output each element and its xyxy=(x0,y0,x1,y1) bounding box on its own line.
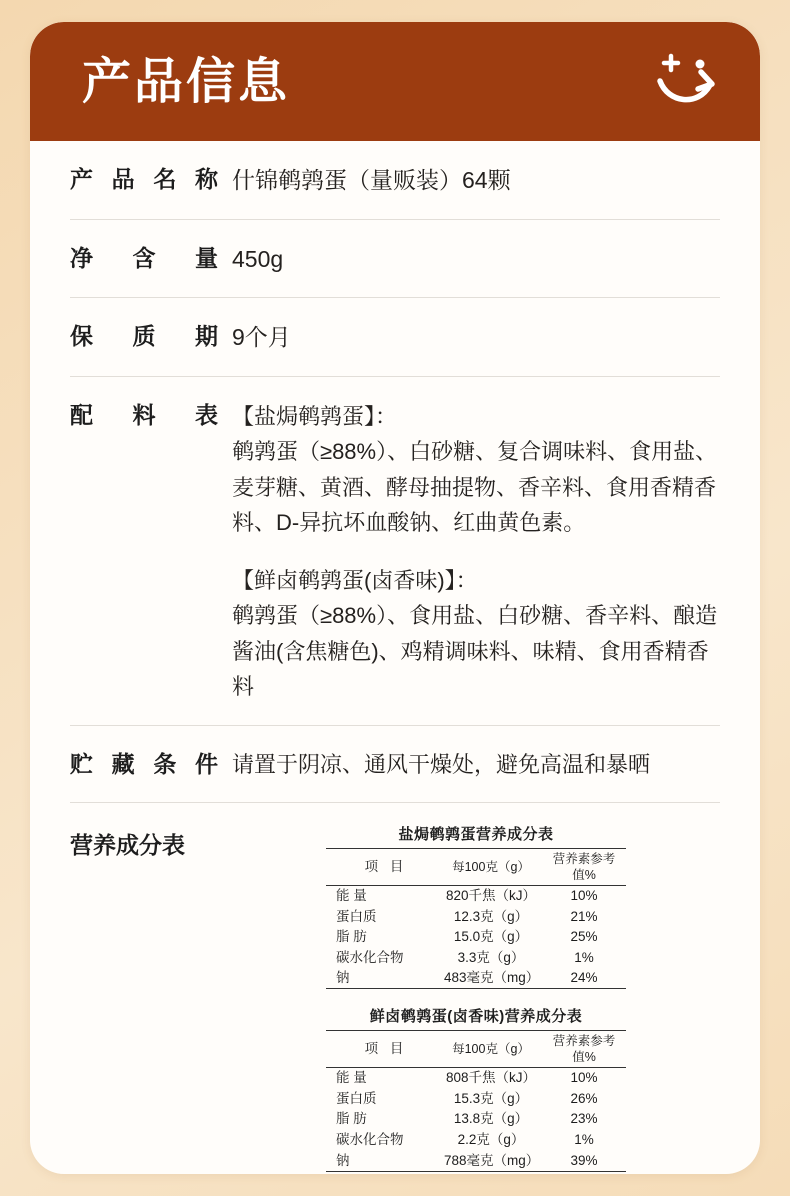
cell-nrv: 23% xyxy=(570,1111,598,1127)
table-row xyxy=(326,1150,626,1171)
label-net-weight: 净含量 xyxy=(70,244,218,271)
cell-per100g: 808千焦（kJ） xyxy=(445,1070,537,1086)
cell-nrv: 1% xyxy=(574,1132,594,1148)
ingredient-block-2 xyxy=(232,563,720,705)
cell-per100g: 788毫克（mg） xyxy=(440,1150,542,1171)
table-header-row xyxy=(326,849,626,886)
cell-item: 蛋白质 xyxy=(336,908,377,924)
label-nutrition: 营养成分表 xyxy=(70,832,185,859)
cell-nrv: 1% xyxy=(574,949,594,965)
th-item: 项 目 xyxy=(326,1031,440,1068)
table-row xyxy=(326,968,626,989)
row-net-weight xyxy=(70,220,720,299)
label-shelf-life: 保质期 xyxy=(70,323,218,350)
cell-item: 碳水化合物 xyxy=(336,1132,404,1148)
value-ingredients xyxy=(232,399,720,705)
th-nrv: 营养素参考值% xyxy=(542,1031,626,1068)
row-storage xyxy=(70,726,720,803)
ingredient-heading-1: 【盐焗鹌鹑蛋】： xyxy=(232,403,398,429)
ingredient-block-1 xyxy=(232,399,720,541)
ingredient-text-2: 鹌鹑蛋（≥88%）、食用盐、白砂糖、香辛料、酿造酱油(含焦糖色)、鸡精调味料、味精、食用香精香料 xyxy=(232,603,718,700)
table-row xyxy=(326,906,626,927)
cell-nrv: 10% xyxy=(570,1070,598,1086)
table-row xyxy=(326,1088,626,1109)
value-shelf-life: 9个月 xyxy=(232,324,291,351)
table-row xyxy=(326,885,626,906)
cell-item: 蛋白质 xyxy=(336,1090,377,1106)
label-product-name: 产品名称 xyxy=(70,166,218,192)
cell-nrv: 10% xyxy=(570,888,598,904)
table-row xyxy=(326,1067,626,1088)
cell-item: 碳水化合物 xyxy=(336,949,404,965)
cell-per100g: 483毫克（mg） xyxy=(440,968,542,989)
cell-item: 脂 肪 xyxy=(336,1111,367,1127)
cell-nrv: 21% xyxy=(570,908,598,924)
cell-per100g: 820千焦（kJ） xyxy=(445,888,537,904)
th-per100g: 每100克（g） xyxy=(440,849,542,886)
nutrition-table-1-title: 盐焗鹌鹑蛋营养成分表 xyxy=(398,826,554,844)
label-ingredients: 配料表 xyxy=(70,401,218,428)
row-product-name xyxy=(70,141,720,220)
info-table xyxy=(30,141,760,1174)
th-item: 项 目 xyxy=(326,849,440,886)
cell-item: 能 量 xyxy=(336,1070,367,1086)
card-header xyxy=(30,22,760,141)
th-per100g: 每100克（g） xyxy=(440,1031,542,1068)
nutrition-table-2 xyxy=(326,1005,626,1171)
cell-per100g: 12.3克（g） xyxy=(453,908,529,924)
product-info-card xyxy=(30,22,760,1174)
cell-item: 能 量 xyxy=(336,888,367,904)
cell-nrv: 26% xyxy=(570,1090,598,1106)
cell-per100g: 3.3克（g） xyxy=(457,949,525,965)
cell-per100g: 2.2克（g） xyxy=(457,1132,525,1148)
ingredient-spacer xyxy=(232,541,720,563)
table-row xyxy=(326,1130,626,1151)
ingredient-text-1: 鹌鹑蛋（≥88%）、白砂糖、复合调味料、食用盐、麦芽糖、黄酒、酵母抽提物、香辛料、食用香精香料、D-异抗坏血酸钠、红曲黄色素。 xyxy=(232,439,718,536)
cell-nrv: 39% xyxy=(542,1150,626,1171)
cell-item: 脂 肪 xyxy=(336,929,367,945)
value-product-name: 什锦鹌鹑蛋（量贩装）64颗 xyxy=(232,167,511,193)
row-shelf-life xyxy=(70,298,720,377)
cell-per100g: 13.8克（g） xyxy=(453,1111,529,1127)
value-storage: 请置于阴凉、通风干燥处，避免高温和暴晒 xyxy=(232,752,651,778)
table-header-row xyxy=(326,1031,626,1068)
page-title: 产品信息 xyxy=(82,55,291,109)
nutrition-table-1 xyxy=(326,823,626,989)
table-row xyxy=(326,1109,626,1130)
label-storage: 贮藏条件 xyxy=(70,751,218,778)
cell-item: 钠 xyxy=(326,968,440,989)
row-nutrition xyxy=(70,803,720,1174)
cell-nrv: 24% xyxy=(542,968,626,989)
th-nrv: 营养素参考值% xyxy=(542,849,626,886)
ingredient-heading-2: 【鲜卤鹌鹑蛋(卤香味)】： xyxy=(232,567,478,593)
table-row xyxy=(326,947,626,968)
row-ingredients xyxy=(70,377,720,726)
cell-item: 钠 xyxy=(326,1150,440,1171)
table-row xyxy=(326,927,626,948)
cell-nrv: 25% xyxy=(570,929,598,945)
nutrition-table-2-title: 鲜卤鹌鹑蛋(卤香味)营养成分表 xyxy=(369,1008,583,1026)
nutrition-tables xyxy=(232,823,720,1174)
cell-per100g: 15.3克（g） xyxy=(453,1090,529,1106)
cell-per100g: 15.0克（g） xyxy=(453,929,529,945)
smiley-face-icon xyxy=(654,51,716,113)
value-net-weight: 450g xyxy=(232,245,284,272)
